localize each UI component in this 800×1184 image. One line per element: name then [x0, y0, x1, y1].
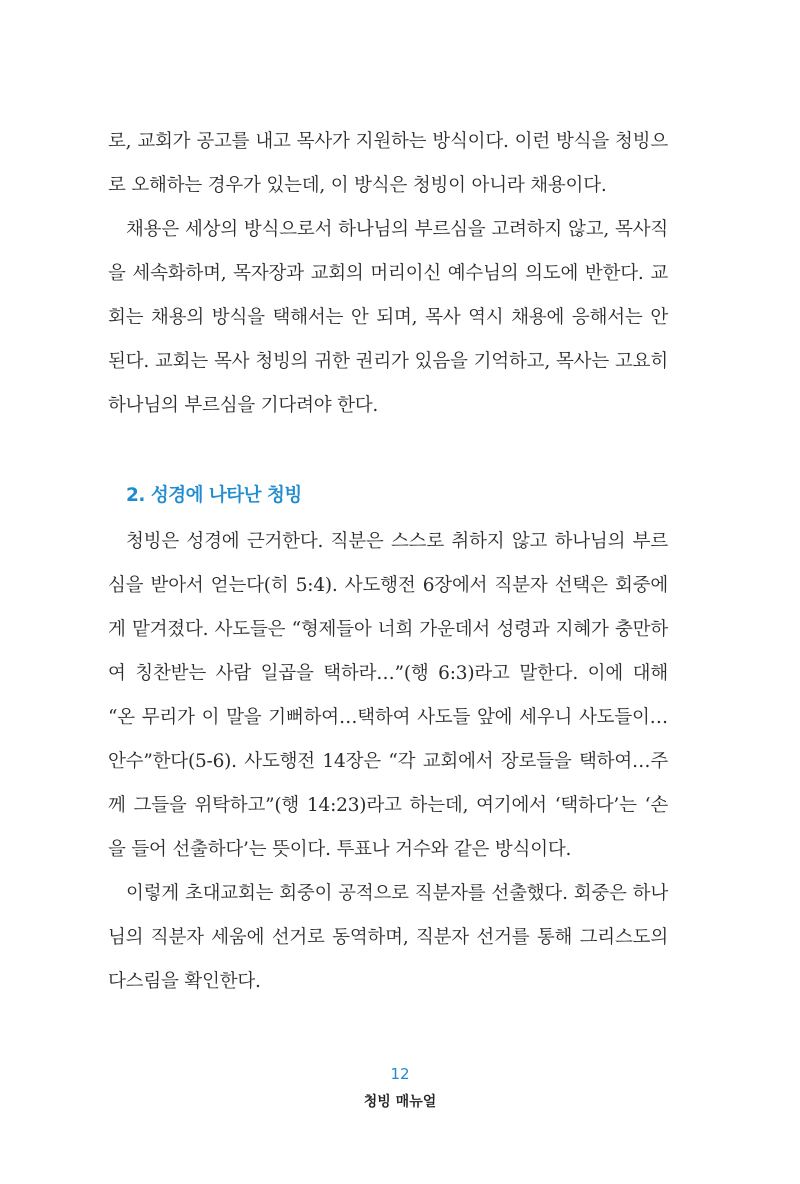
paragraph-1: 로, 교회가 공고를 내고 목사가 지원하는 방식이다. 이런 방식을 청빙으로 오해하는 경우가 있는데, 이 방식은 청빙이 아니라 채용이다.	[108, 131, 668, 196]
book-title: 청빙 매뉴얼	[363, 1094, 437, 1110]
paragraph-3: 청빙은 성경에 근거한다. 직분은 스스로 취하지 않고 하나님의 부르심을 받아서 얻는다(히 5:4). 사도행전 6장에서 직분자 선택은 회중에게 맡겨졌다. 사도들은 “형제들아 너희 가운데서 성령과 지혜가 충만하여 칭찬받는 사람 일곱을 택하라…”(행 6:3)라고 말한다. 이에 대해 “온 무리가 이 말을 기뻐하여…택하여 사도들 앞에 세우니 사도들이…안수”한다(5-6). 사도행전 14장은 “각 교회에서 장로들을 택하여…주께 그들을 위탁하고”(행 14:23)라고 하는데, 여기에서 ‘택하다’는 ‘손을 들어 선출하다’는 뜻이다. 투표나 거수와 같은 방식이다.	[108, 531, 668, 860]
paragraph-2: 채용은 세상의 방식으로서 하나님의 부르심을 고려하지 않고, 목사직을 세속화하며, 목자장과 교회의 머리이신 예수님의 의도에 반한다. 교회는 채용의 방식을 택해서는 안 되며, 목사 역시 채용에 응해서는 안 된다. 교회는 목사 청빙의 귀한 권리가 있음을 기억하고, 목사는 고요히 하나님의 부르심을 기다려야 한다.	[108, 219, 668, 416]
page-footer	[0, 1062, 800, 1114]
section-heading: 2. 성경에 나타난 청빙	[126, 485, 302, 506]
page-body	[108, 120, 668, 1004]
paragraph-4: 이렇게 초대교회는 회중이 공적으로 직분자를 선출했다. 회중은 하나님의 직분자 세움에 선거로 동역하며, 직분자 선거를 통해 그리스도의 다스림을 확인한다.	[108, 883, 668, 992]
page-number: 12	[390, 1065, 410, 1083]
